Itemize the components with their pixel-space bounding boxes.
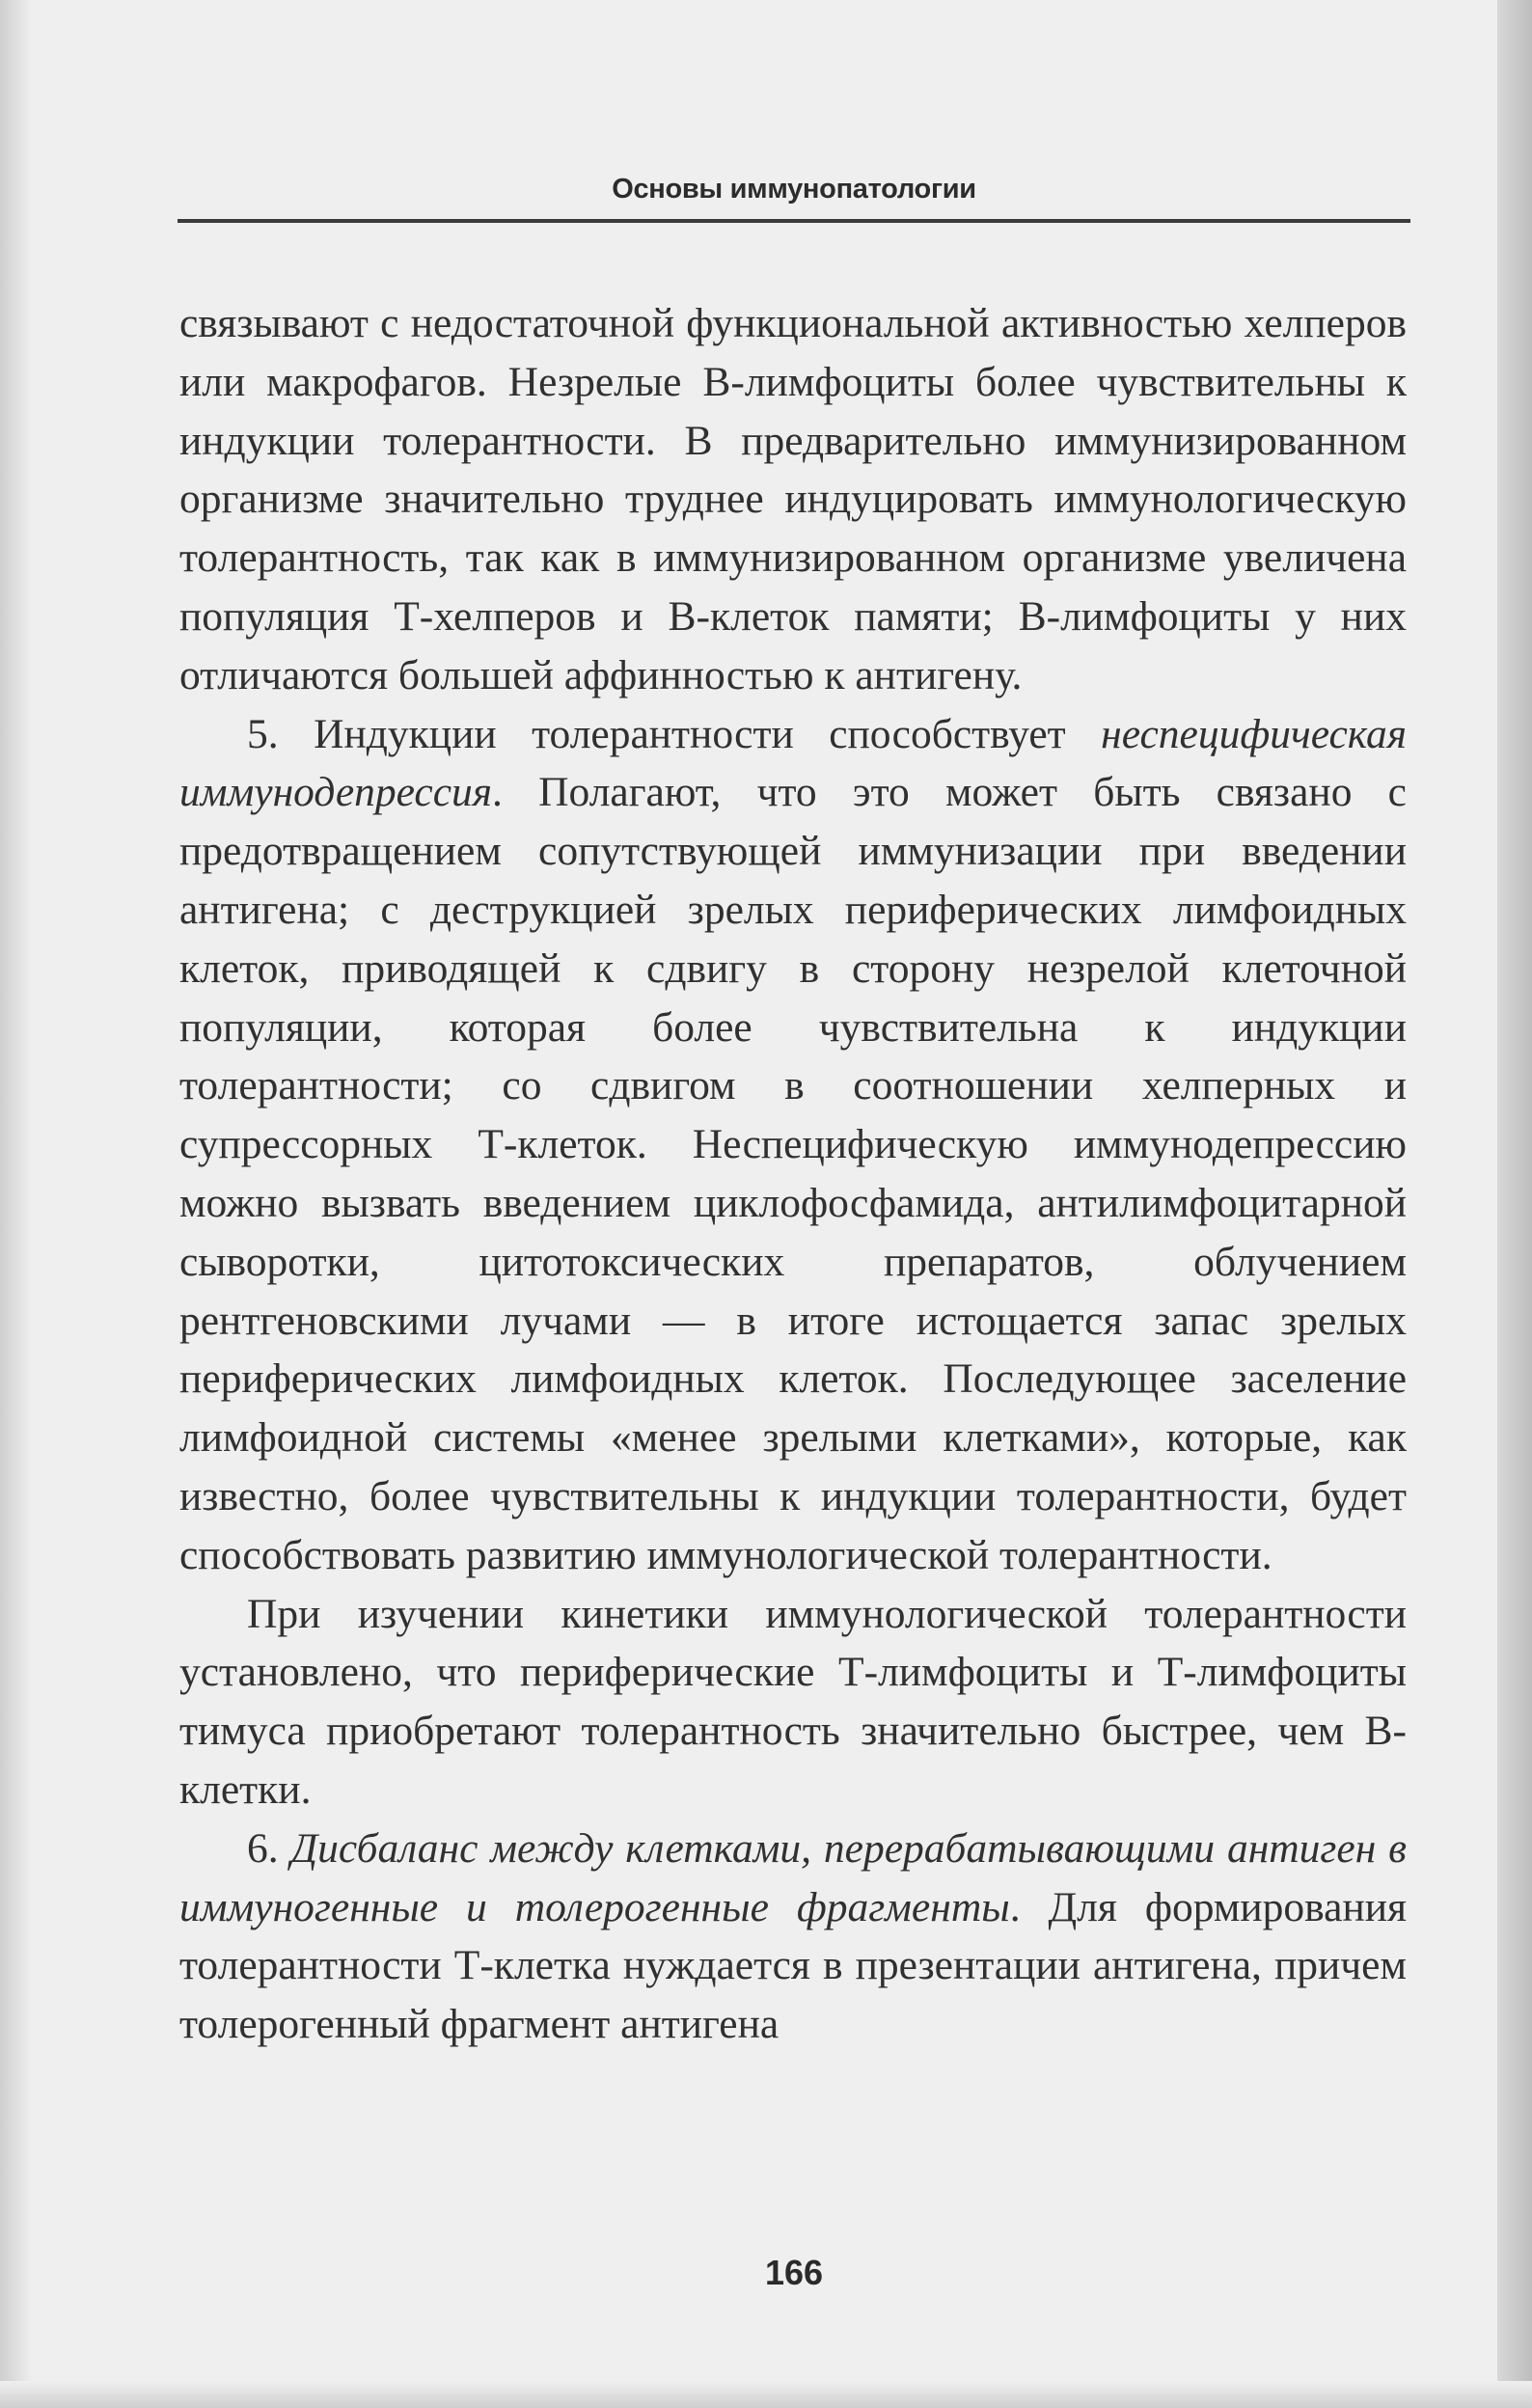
body-text	[179, 294, 1407, 2054]
page-left-edge	[0, 0, 33, 2408]
page-bottom-edge	[0, 2381, 1532, 2408]
running-head-rule	[178, 219, 1410, 223]
paragraph-2	[179, 705, 1407, 1585]
paragraph-4	[179, 1820, 1407, 2054]
paragraph-4-italic: Дисбаланс между клетками, перерабатывающими антиген в иммуногенные и толерогенные фрагменты	[179, 1824, 1408, 1930]
paragraph-1	[179, 294, 1407, 705]
paragraph-2-lead: 5. Индукции толерантности способствует	[247, 710, 1102, 757]
paragraph-3-text: При изучении кинетики иммунологической толерантности установлено, что периферические Т-лимфоциты и Т-лимфоциты тимуса приобретают толерантность значительно быстрее, чем В-клетки.	[179, 1590, 1407, 1813]
paragraph-4-lead: 6.	[247, 1824, 291, 1872]
page-number: 166	[764, 2253, 824, 2292]
paragraph-2-italic: неспецифическая иммунодепрессия	[179, 710, 1407, 816]
paragraph-1-text: связывают с недостаточной функциональной активностью хелперов или макрофагов. Незрелые В-лимфоциты более чувствительны к индукции толерантности. В предварительно иммунизированном организме значительно труднее индуцировать иммунологическую толерантность, так как в иммунизированном организме увеличена популяция Т-хелперов и В-клеток памяти; В-лимфоциты у них отличаются большей аффинностью к антигену.	[179, 300, 1407, 698]
paragraph-2-rest: . Полагают, что это может быть связано с предотвращением сопутствующей иммунизации при введении антигена; с деструкцией зрелых периферических лимфоидных клеток, приводящей к сдвигу в сторону незрелой клеточной популяции, которая более чувствительна к индукции толерантности; со сдвигом в соотношении хелперных и супрессорных Т-клеток. Неспецифическую иммунодепрессию можно вызвать введением циклофосфамида, антилимфоцитарной сыворотки, цитотоксических препаратов, облучением рентгеновскими лучами — в итоге истощается запас зрелых периферических лимфоидных клеток. Последующее заселение лимфоидной системы «менее зрелыми клетками», которые, как известно, более чувствительны к индукции толерантности, будет способствовать развитию иммунологической толерантности.	[179, 769, 1407, 1578]
page-right-edge	[1497, 0, 1532, 2408]
running-head: Основы иммунопатологии	[612, 174, 976, 205]
paragraph-4-rest: . Для формирования толерантности Т-клетка нуждается в презентации антигена, причем толерогенный фрагмент антигена	[179, 1883, 1408, 2048]
paragraph-3	[179, 1585, 1407, 1820]
